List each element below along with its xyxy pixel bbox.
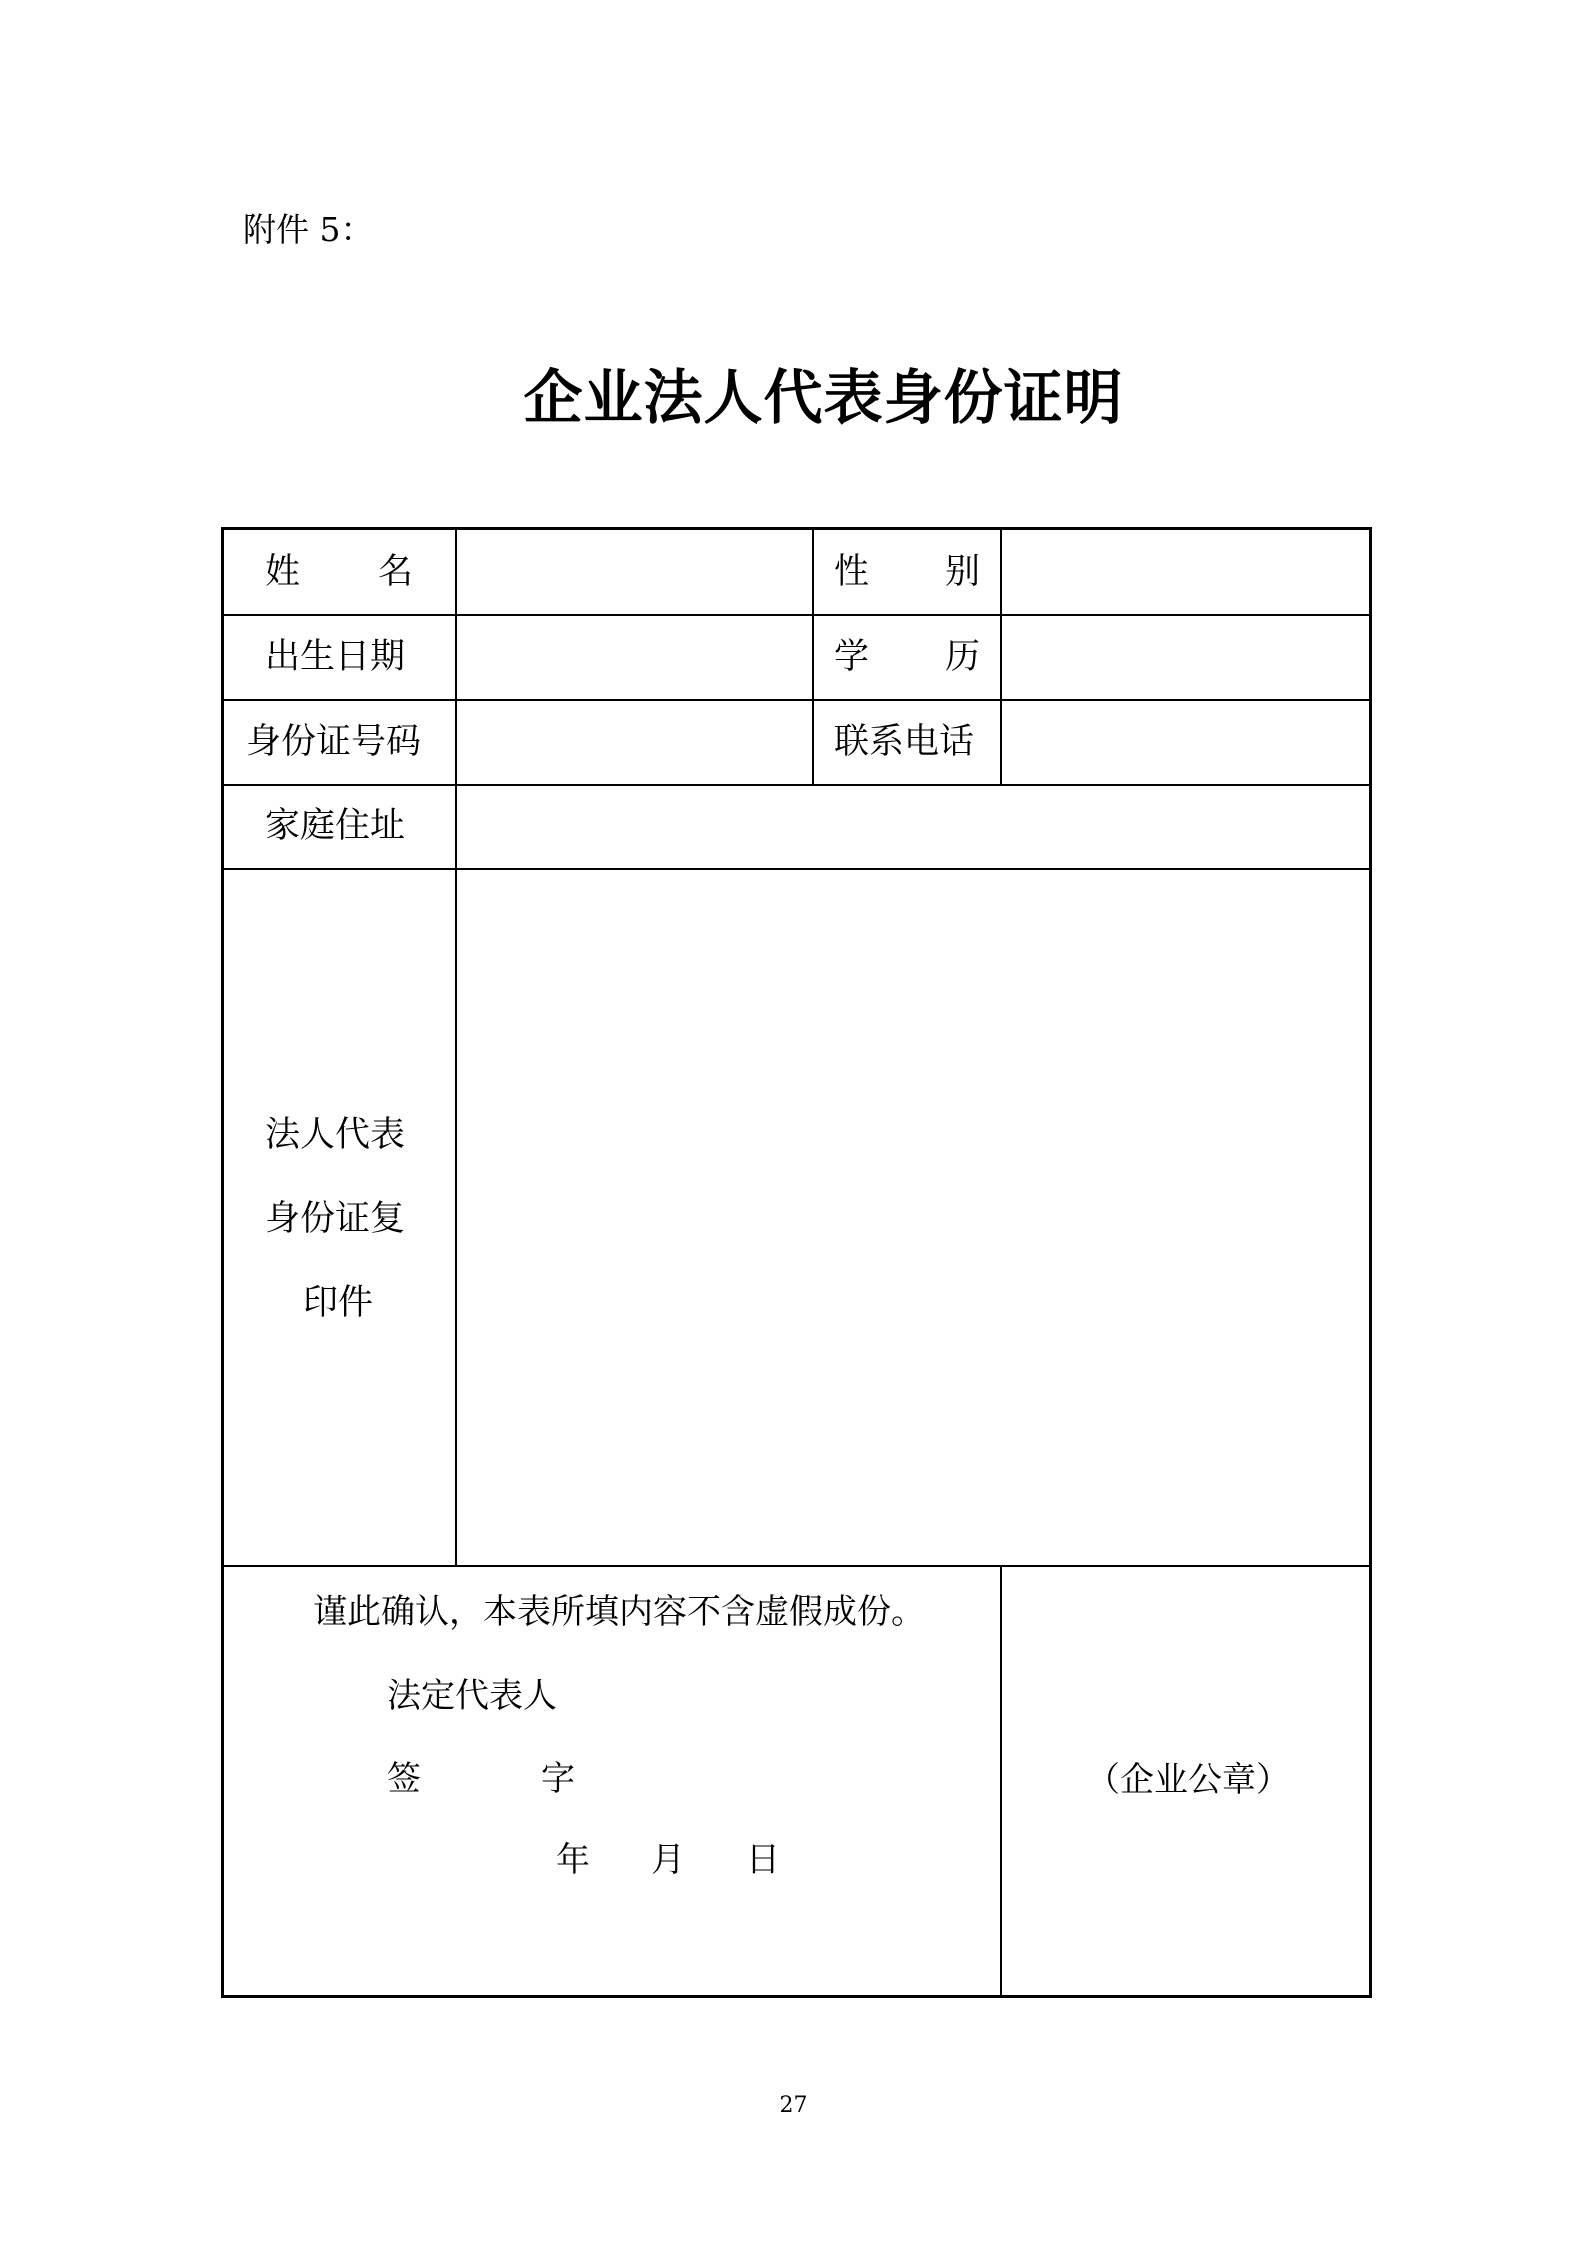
id-copy-label-line-3: 印件 (303, 1283, 374, 1323)
id-number-field[interactable] (470, 722, 800, 762)
id-copy-attachment-area[interactable] (458, 871, 1368, 1563)
id-number-label: 身份证号码 (246, 722, 422, 762)
id-copy-label-line-1: 法人代表 (265, 1115, 406, 1155)
birth-date-field[interactable] (470, 637, 800, 677)
address-label: 家庭住址 (265, 806, 406, 846)
row-divider (222, 868, 1370, 870)
row-divider (222, 784, 1370, 786)
gender-field[interactable] (1015, 552, 1355, 592)
column-divider (812, 529, 814, 785)
name-field[interactable] (470, 552, 800, 592)
column-divider (1000, 529, 1002, 785)
attachment-label: 附件 5： (243, 210, 374, 249)
company-seal-label: （企业公章） (1086, 1760, 1290, 1800)
column-divider (455, 529, 457, 1566)
gender-label: 性 别 (834, 552, 980, 592)
signature-label: 签 字 (387, 1759, 575, 1799)
address-field[interactable] (470, 806, 1350, 846)
document-title: 企业法人代表身份证明 (523, 363, 1124, 432)
row-divider (222, 614, 1370, 616)
education-label: 学 历 (834, 637, 980, 677)
row-divider (222, 1565, 1370, 1567)
declaration-statement: 谨此确认，本表所填内容不含虚假成份。 (313, 1592, 925, 1632)
page-number: 27 (779, 2093, 808, 2118)
signature-area[interactable] (600, 1755, 980, 1803)
birth-date-label: 出生日期 (265, 637, 406, 677)
date-day-label: 日 (746, 1840, 780, 1880)
date-year-label: 年 (556, 1840, 590, 1880)
phone-label: 联系电话 (834, 722, 975, 762)
legal-representative-label: 法定代表人 (387, 1676, 557, 1716)
column-divider (1000, 1565, 1002, 1995)
id-copy-label-line-2: 身份证复 (265, 1199, 406, 1239)
row-divider (222, 699, 1370, 701)
phone-field[interactable] (1015, 722, 1355, 762)
name-label: 姓 名 (265, 552, 413, 592)
education-field[interactable] (1015, 637, 1355, 677)
date-month-label: 月 (651, 1840, 685, 1880)
